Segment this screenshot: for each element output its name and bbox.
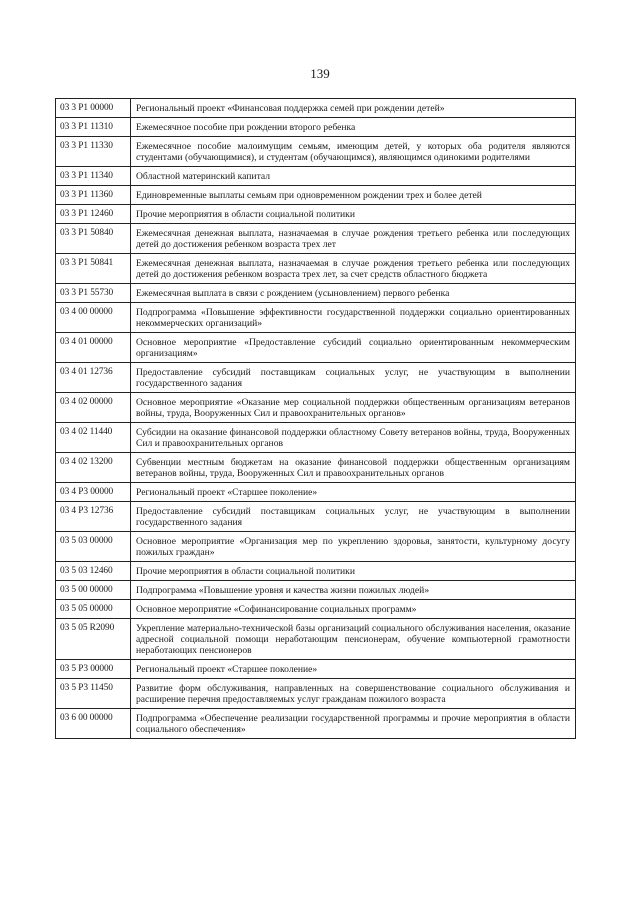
budget-code-cell: 03 5 05 00000 — [56, 600, 131, 619]
description-cell: Ежемесячная денежная выплата, назначаемая в случае рождения третьего ребенка или последующих детей до достижения ребенком возраста трех лет — [131, 224, 576, 254]
table-row — [56, 600, 576, 619]
table-row — [56, 453, 576, 483]
table-row — [56, 363, 576, 393]
description-cell: Основное мероприятие «Организация мер по укреплению здоровья, занятости, культурному досугу пожилых граждан» — [131, 532, 576, 562]
budget-code-cell: 03 3 P1 11340 — [56, 167, 131, 186]
description-cell: Субвенции местным бюджетам на оказание финансовой поддержки общественным организациям ветеранов войны, труда, Вооруженных Сил и правоохранительных органов — [131, 453, 576, 483]
table-row — [56, 333, 576, 363]
table-body — [56, 99, 576, 739]
description-cell: Областной материнский капитал — [131, 167, 576, 186]
budget-code-cell: 03 3 P1 11360 — [56, 186, 131, 205]
table-row — [56, 393, 576, 423]
budget-code-cell: 03 4 P3 00000 — [56, 483, 131, 502]
budget-code-cell: 03 3 P1 11330 — [56, 137, 131, 167]
table-row — [56, 532, 576, 562]
budget-code-cell: 03 3 P1 00000 — [56, 99, 131, 118]
description-cell: Основное мероприятие «Оказание мер социальной поддержки общественным организациям ветеранов войны, труда, Вооруженных Сил и правоохранительных органов» — [131, 393, 576, 423]
description-cell: Подпрограмма «Обеспечение реализации государственной программы и прочие мероприятия в области социального обеспечения» — [131, 709, 576, 739]
description-cell: Развитие форм обслуживания, направленных на совершенствование социального обслуживания и расширение перечня предоставляемых услуг гражданам пожилого возраста — [131, 679, 576, 709]
budget-code-cell: 03 6 00 00000 — [56, 709, 131, 739]
description-cell: Прочие мероприятия в области социальной политики — [131, 205, 576, 224]
budget-code-cell: 03 5 P3 11450 — [56, 679, 131, 709]
budget-code-cell: 03 5 05 R2090 — [56, 619, 131, 660]
description-cell: Единовременные выплаты семьям при одновременном рождении трех и более детей — [131, 186, 576, 205]
budget-code-cell: 03 5 03 00000 — [56, 532, 131, 562]
description-cell: Подпрограмма «Повышение уровня и качества жизни пожилых людей» — [131, 581, 576, 600]
table-row — [56, 99, 576, 118]
description-cell: Предоставление субсидий поставщикам социальных услуг, не участвующим в выполнении государственного задания — [131, 502, 576, 532]
table-row — [56, 167, 576, 186]
budget-code-cell: 03 5 00 00000 — [56, 581, 131, 600]
budget-code-cell: 03 4 02 13200 — [56, 453, 131, 483]
table-row — [56, 254, 576, 284]
budget-code-cell: 03 4 01 00000 — [56, 333, 131, 363]
description-cell: Прочие мероприятия в области социальной политики — [131, 562, 576, 581]
table-row — [56, 423, 576, 453]
description-cell: Ежемесячная выплата в связи с рождением (усыновлением) первого ребенка — [131, 284, 576, 303]
budget-code-cell: 03 4 P3 12736 — [56, 502, 131, 532]
table-row — [56, 303, 576, 333]
description-cell: Укрепление материально-технической базы организаций социального обслуживания населения, оказание адресной социальной помощи неработающим пенсионерам, обучение компьютерной грамотности неработающих пенсионеров — [131, 619, 576, 660]
description-cell: Ежемесячное пособие малоимущим семьям, имеющим детей, у которых оба родителя являются студентами (обучающимися), и студентам (обучающимся), являющимся одинокими родителями — [131, 137, 576, 167]
table-row — [56, 224, 576, 254]
budget-classification-table — [55, 98, 576, 739]
budget-code-cell: 03 4 02 00000 — [56, 393, 131, 423]
table-row — [56, 619, 576, 660]
description-cell: Предоставление субсидий поставщикам социальных услуг, не участвующим в выполнении государственного задания — [131, 363, 576, 393]
description-cell: Подпрограмма «Повышение эффективности государственной поддержки социально ориентированных некоммерческих организаций» — [131, 303, 576, 333]
description-cell: Региональный проект «Старшее поколение» — [131, 660, 576, 679]
table-row — [56, 679, 576, 709]
page-number: 139 — [310, 66, 330, 81]
table-row — [56, 118, 576, 137]
table-row — [56, 660, 576, 679]
table-row — [56, 284, 576, 303]
budget-code-cell: 03 3 P1 50840 — [56, 224, 131, 254]
table-row — [56, 581, 576, 600]
budget-code-cell: 03 5 P3 00000 — [56, 660, 131, 679]
table-row — [56, 205, 576, 224]
budget-code-cell: 03 3 P1 12460 — [56, 205, 131, 224]
description-cell: Ежемесячная денежная выплата, назначаемая в случае рождения третьего ребенка или последующих детей до достижения ребенком возраста трех лет, за счет средств областного бюджета — [131, 254, 576, 284]
budget-code-cell: 03 5 03 12460 — [56, 562, 131, 581]
budget-code-cell: 03 4 00 00000 — [56, 303, 131, 333]
description-cell: Основное мероприятие «Софинансирование социальных программ» — [131, 600, 576, 619]
description-cell: Субсидии на оказание финансовой поддержки областному Совету ветеранов войны, труда, Вооруженных Сил и правоохранительных органов — [131, 423, 576, 453]
budget-code-cell: 03 3 P1 11310 — [56, 118, 131, 137]
description-cell: Ежемесячное пособие при рождении второго ребенка — [131, 118, 576, 137]
table-row — [56, 709, 576, 739]
budget-code-cell: 03 4 01 12736 — [56, 363, 131, 393]
table-row — [56, 502, 576, 532]
description-cell: Основное мероприятие «Предоставление субсидий социально ориентированным некоммерческим организациям» — [131, 333, 576, 363]
table-row — [56, 186, 576, 205]
description-cell: Региональный проект «Финансовая поддержка семей при рождении детей» — [131, 99, 576, 118]
description-cell: Региональный проект «Старшее поколение» — [131, 483, 576, 502]
budget-code-cell: 03 3 P1 50841 — [56, 254, 131, 284]
budget-code-cell: 03 4 02 11440 — [56, 423, 131, 453]
table-row — [56, 137, 576, 167]
table-row — [56, 483, 576, 502]
table-row — [56, 562, 576, 581]
budget-code-cell: 03 3 P1 55730 — [56, 284, 131, 303]
